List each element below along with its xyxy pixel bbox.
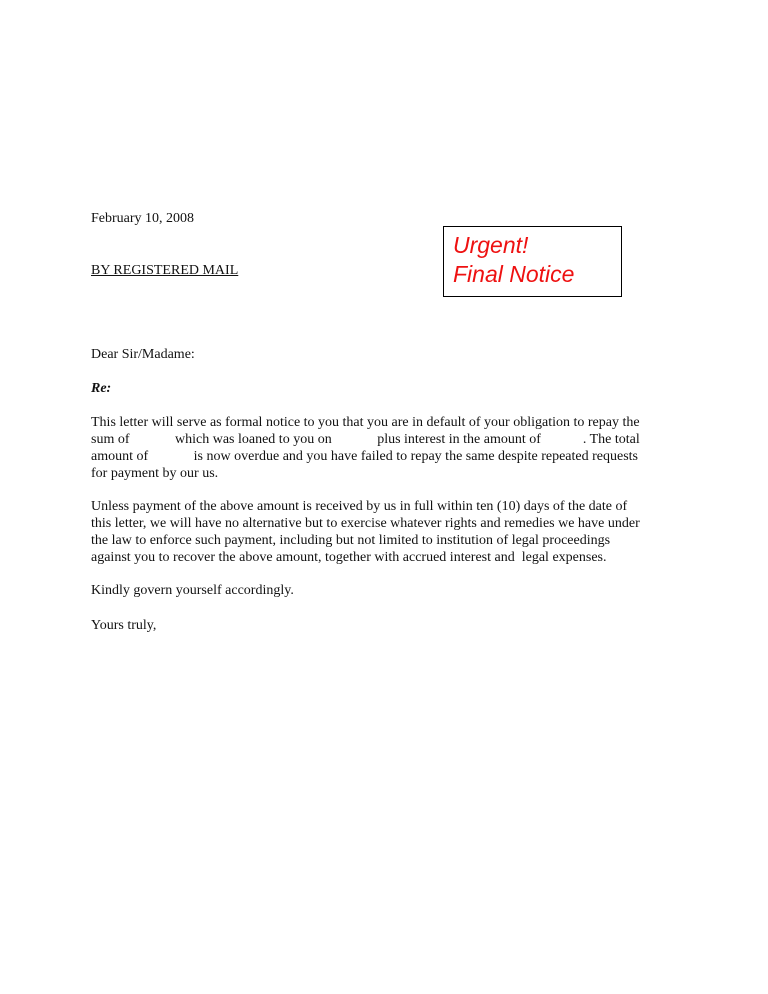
paragraph-payment-demand bbox=[91, 498, 681, 566]
re-label: Re: bbox=[91, 381, 112, 396]
notice-line-final: Final Notice bbox=[453, 261, 575, 287]
salutation: Dear Sir/Madame: bbox=[91, 347, 195, 362]
paragraph-line: against you to recover the above amount, together with accrued interest and legal expenses. bbox=[91, 550, 607, 565]
notice-line-urgent: Urgent! bbox=[453, 232, 529, 258]
paragraph-line: Unless payment of the above amount is received by us in full within ten (10) days of the date of bbox=[91, 499, 628, 514]
mail-method-heading: BY REGISTERED MAIL bbox=[91, 263, 239, 278]
closing-remark: Kindly govern yourself accordingly. bbox=[91, 583, 294, 598]
paragraph-line: the law to enforce such payment, including but not limited to institution of legal proceedings bbox=[91, 533, 611, 548]
paragraph-line: sum of which was loaned to you on plus interest in the amount of . The total bbox=[91, 432, 640, 447]
paragraph-default-notice bbox=[91, 414, 681, 482]
urgent-notice-box bbox=[443, 226, 622, 297]
paragraph-line: for payment by our us. bbox=[91, 466, 219, 481]
paragraph-line: This letter will serve as formal notice to you that you are in default of your obligation to repay the bbox=[91, 415, 640, 430]
paragraph-line: amount of is now overdue and you have failed to repay the same despite repeated requests bbox=[91, 449, 638, 464]
letter-date: February 10, 2008 bbox=[91, 211, 195, 226]
sign-off: Yours truly, bbox=[91, 618, 157, 633]
paragraph-line: this letter, we will have no alternative but to exercise whatever rights and remedies we have under bbox=[91, 516, 640, 531]
